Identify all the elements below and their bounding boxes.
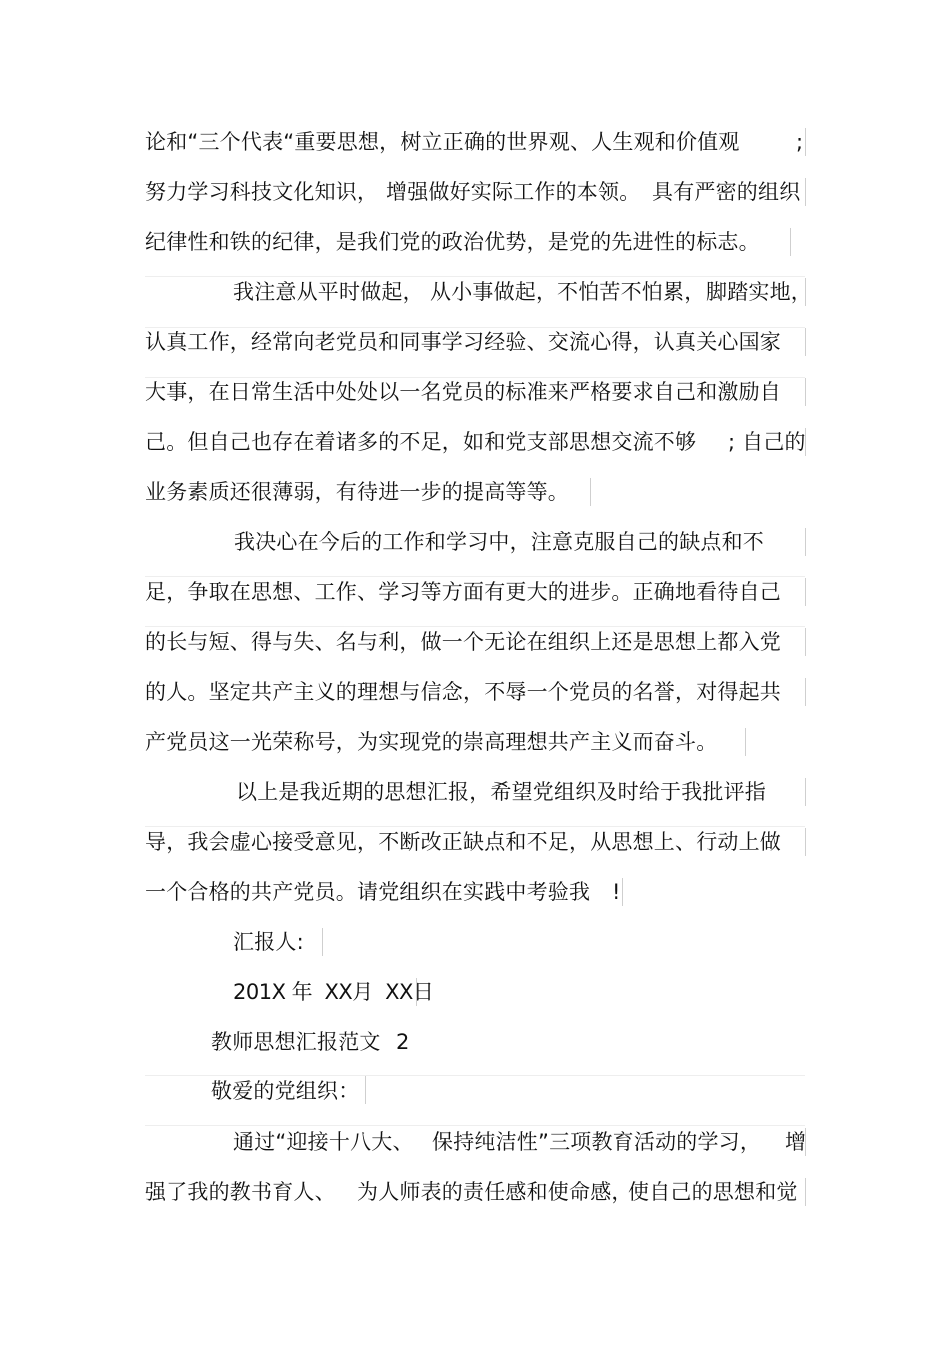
row-rule: [145, 377, 805, 378]
text-line: 的人。坚定共产主义的理想与信念，不辱一个党员的名誉，对得起共: [145, 680, 781, 704]
text-line: 通过“迎接十八大、: [233, 1130, 414, 1154]
text-line: 不怕苦不怕累，: [557, 280, 706, 304]
cell-border: [805, 378, 806, 406]
essay-number: 2: [396, 1030, 410, 1054]
cell-border: [790, 228, 791, 256]
text-line: 的长与短、得与失、名与利，做一个无论在组织上还是思想上都入党: [145, 630, 781, 654]
text-line: 增: [785, 1130, 807, 1154]
cell-border: [805, 578, 806, 606]
text-line: 认真工作，经常向老党员和同事学习经验、交流心得，认真关心国家: [145, 330, 781, 354]
text-line: 以上是我近期的思想汇报，希望党组织及时给于我批评指: [236, 780, 766, 804]
essay-title: 教师思想汇报范文: [211, 1030, 381, 1054]
text-line: 足，争取在思想、工作、学习等方面有更大的进步。正确地看待自己: [145, 580, 781, 604]
salutation: 敬爱的党组织：: [211, 1079, 360, 1103]
text-line: 脚踏实地，: [706, 280, 812, 304]
cell-border: [805, 828, 806, 856]
cell-border: [365, 1076, 366, 1104]
reporter-label: 汇报人:: [233, 930, 304, 954]
text-line: ; 自己的: [728, 430, 806, 454]
text-line: 产党员这一光荣称号，为实现党的崇高理想共产主义而奋斗。: [145, 730, 718, 754]
cell-border: [805, 1178, 806, 1206]
report-date: 201X 年 XX月 XX日: [233, 980, 434, 1004]
cell-border: [622, 878, 623, 906]
text-line: 使自己的思想和觉: [628, 1180, 798, 1204]
cell-border: [745, 728, 746, 756]
cell-border: [805, 778, 806, 806]
text-line: 纪律性和铁的纪律，是我们党的政治优势，是党的先进性的标志。: [145, 230, 760, 254]
text-line: 业务素质还很薄弱，有待进一步的提高等等。: [145, 480, 569, 504]
text-line: 努力学习科技文化知识，: [145, 180, 379, 204]
row-rule: [145, 576, 805, 577]
cell-border: [322, 928, 323, 956]
row-rule: [145, 276, 805, 277]
row-rule: [145, 327, 805, 328]
text-line: !: [612, 880, 621, 904]
cell-border: [805, 678, 806, 706]
text-line: 增强做好实际工作的本领。: [386, 180, 641, 204]
cell-border: [805, 628, 806, 656]
row-rule: [145, 1125, 805, 1126]
text-line: 大事，在日常生活中处处以一名党员的标准来严格要求自己和激励自: [145, 380, 781, 404]
text-line: 论和“三个代表“重要思想，树立正确的世界观、人生观和价值观: [145, 130, 740, 154]
text-line: 己。但自己也存在着诸多的不足，如和党支部思想交流不够: [145, 430, 697, 454]
text-line: 从小事做起，: [430, 280, 558, 304]
row-rule: [145, 626, 805, 627]
cell-border: [805, 178, 806, 206]
cell-border: [590, 478, 591, 506]
cell-border: [805, 528, 806, 556]
text-line: 导，我会虚心接受意见，不断改正缺点和不足，从思想上、行动上做: [145, 830, 781, 854]
row-rule: [145, 826, 805, 827]
row-rule: [145, 1075, 805, 1076]
cell-border: [805, 328, 806, 356]
text-line: 保持纯洁性”三项教育活动的学习，: [432, 1130, 762, 1154]
text-line: ;: [796, 130, 804, 154]
text-line: 我注意从平时做起，: [233, 280, 424, 304]
text-line: 强了我的教书育人、: [145, 1180, 336, 1204]
text-line: 我决心在今后的工作和学习中，注意克服自己的缺点和不: [234, 530, 764, 554]
text-line: 为人师表的责任感和使命感，: [357, 1180, 633, 1204]
cell-border: [805, 128, 806, 156]
text-line: 一个合格的共产党员。请党组织在实践中考验我: [145, 880, 591, 904]
text-line: 具有严密的组织: [652, 180, 801, 204]
